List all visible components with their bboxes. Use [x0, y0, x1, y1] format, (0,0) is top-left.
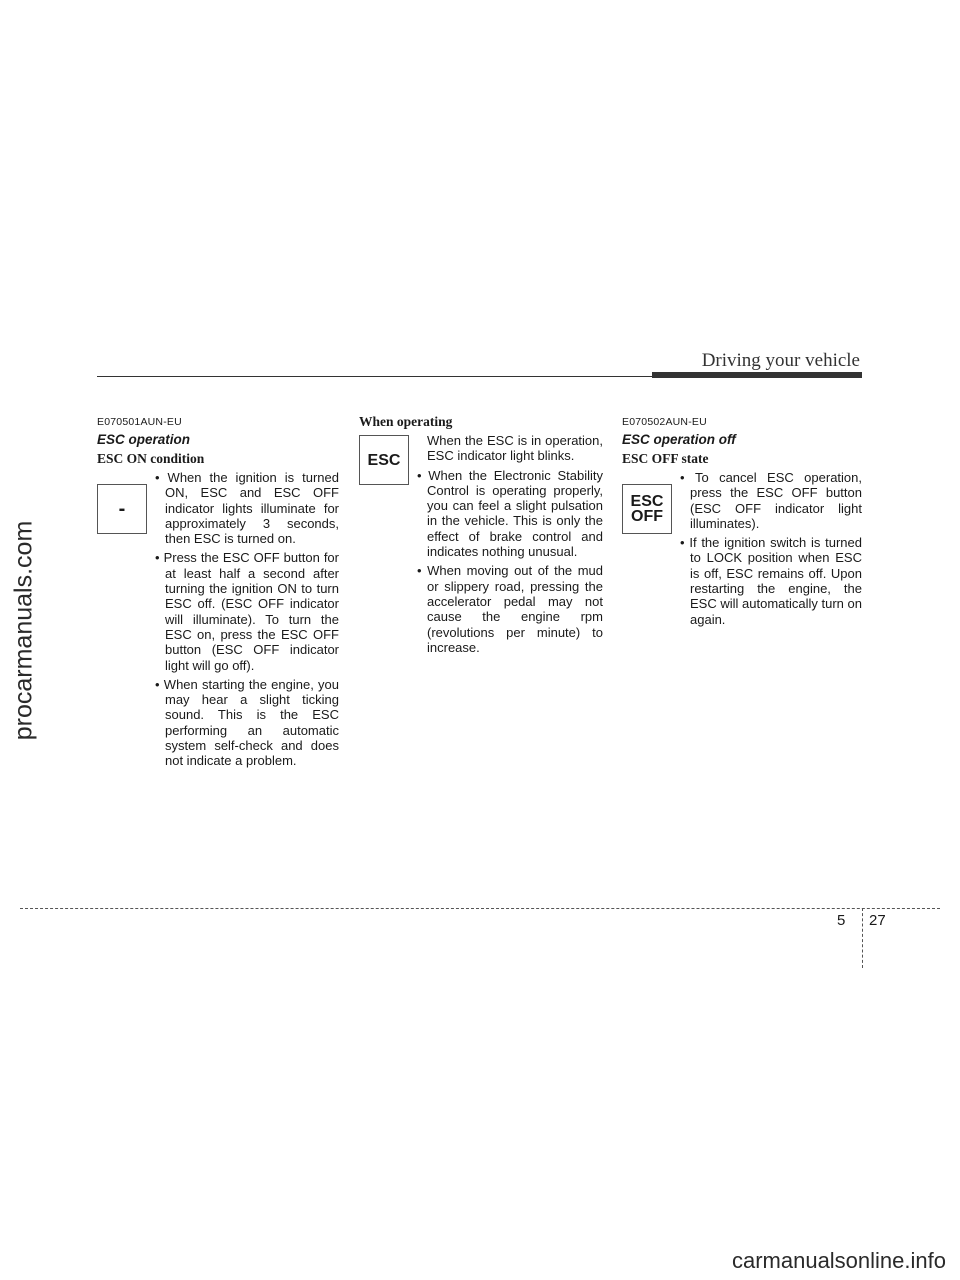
section-code: E070502AUN-EU	[622, 416, 707, 428]
footer-divider	[862, 908, 863, 968]
content-text	[417, 433, 603, 659]
subheading: ESC OFF state	[622, 451, 709, 466]
column-esc-operation-off	[622, 410, 862, 631]
bottom-watermark: carmanualsonline.info	[731, 1248, 946, 1273]
list-item: • If the ignition switch is turned to LOCK position when ESC is off, ESC remains off. Upon restarting the engine, the ESC will automatically turn on again.	[680, 535, 862, 627]
esc-off-line2: OFF	[631, 508, 663, 525]
page-number: 27	[869, 912, 886, 929]
list-item: • When the Electronic Stability Control is operating properly, you can feel a slight pulsation in the vehicle. This is only the effect of brake control and indicates nothing unusual.	[417, 468, 603, 560]
esc-off-line1: ESC	[630, 493, 664, 510]
header-rule-accent	[652, 372, 862, 378]
bullet-list	[680, 470, 862, 631]
subheading: When operating	[359, 414, 453, 429]
content-block	[97, 470, 339, 773]
content-block	[359, 433, 603, 659]
intro-paragraph: When the ESC is in operation, ESC indicator light blinks.	[427, 433, 603, 464]
side-watermark	[6, 400, 42, 860]
footer-rule	[20, 908, 940, 909]
list-item: • When starting the engine, you may hear a slight ticking sound. This is the ESC performing an automatic system self-check and does not indicate a problem.	[155, 677, 339, 769]
bullet-list	[155, 470, 339, 773]
indicator-dash-icon: -	[97, 484, 147, 534]
list-item: • To cancel ESC operation, press the ESC OFF button (ESC OFF indicator light illuminates).	[680, 470, 862, 531]
bullet-list	[417, 468, 603, 656]
subheading: ESC ON condition	[97, 451, 205, 466]
chapter-number: 5	[837, 912, 846, 929]
esc-indicator-icon: ESC	[359, 435, 409, 485]
esc-off-indicator-icon	[622, 484, 672, 534]
list-item: • When the ignition is turned ON, ESC and ESC OFF indicator lights illuminate for approximately 3 seconds, then ESC is turned on.	[155, 470, 339, 546]
list-item: • Press the ESC OFF button for at least half a second after turning the ignition ON to turn ESC off. (ESC OFF indicator will illuminate). To turn the ESC on, press the ESC OFF button (ESC OFF indicator light will go off).	[155, 550, 339, 672]
side-watermark-text: procarmanuals.com	[9, 520, 38, 740]
column-when-operating	[359, 414, 603, 659]
section-heading: ESC operation	[97, 432, 191, 447]
section-title: Driving your vehicle	[701, 350, 860, 371]
column-esc-operation	[97, 410, 339, 773]
section-code: E070501AUN-EU	[97, 416, 182, 428]
content-block	[622, 470, 862, 631]
list-item: • When moving out of the mud or slippery road, pressing the accelerator pedal may not cause the engine rpm (revolutions per minute) to increase.	[417, 563, 603, 655]
section-heading: ESC operation off	[622, 432, 736, 447]
